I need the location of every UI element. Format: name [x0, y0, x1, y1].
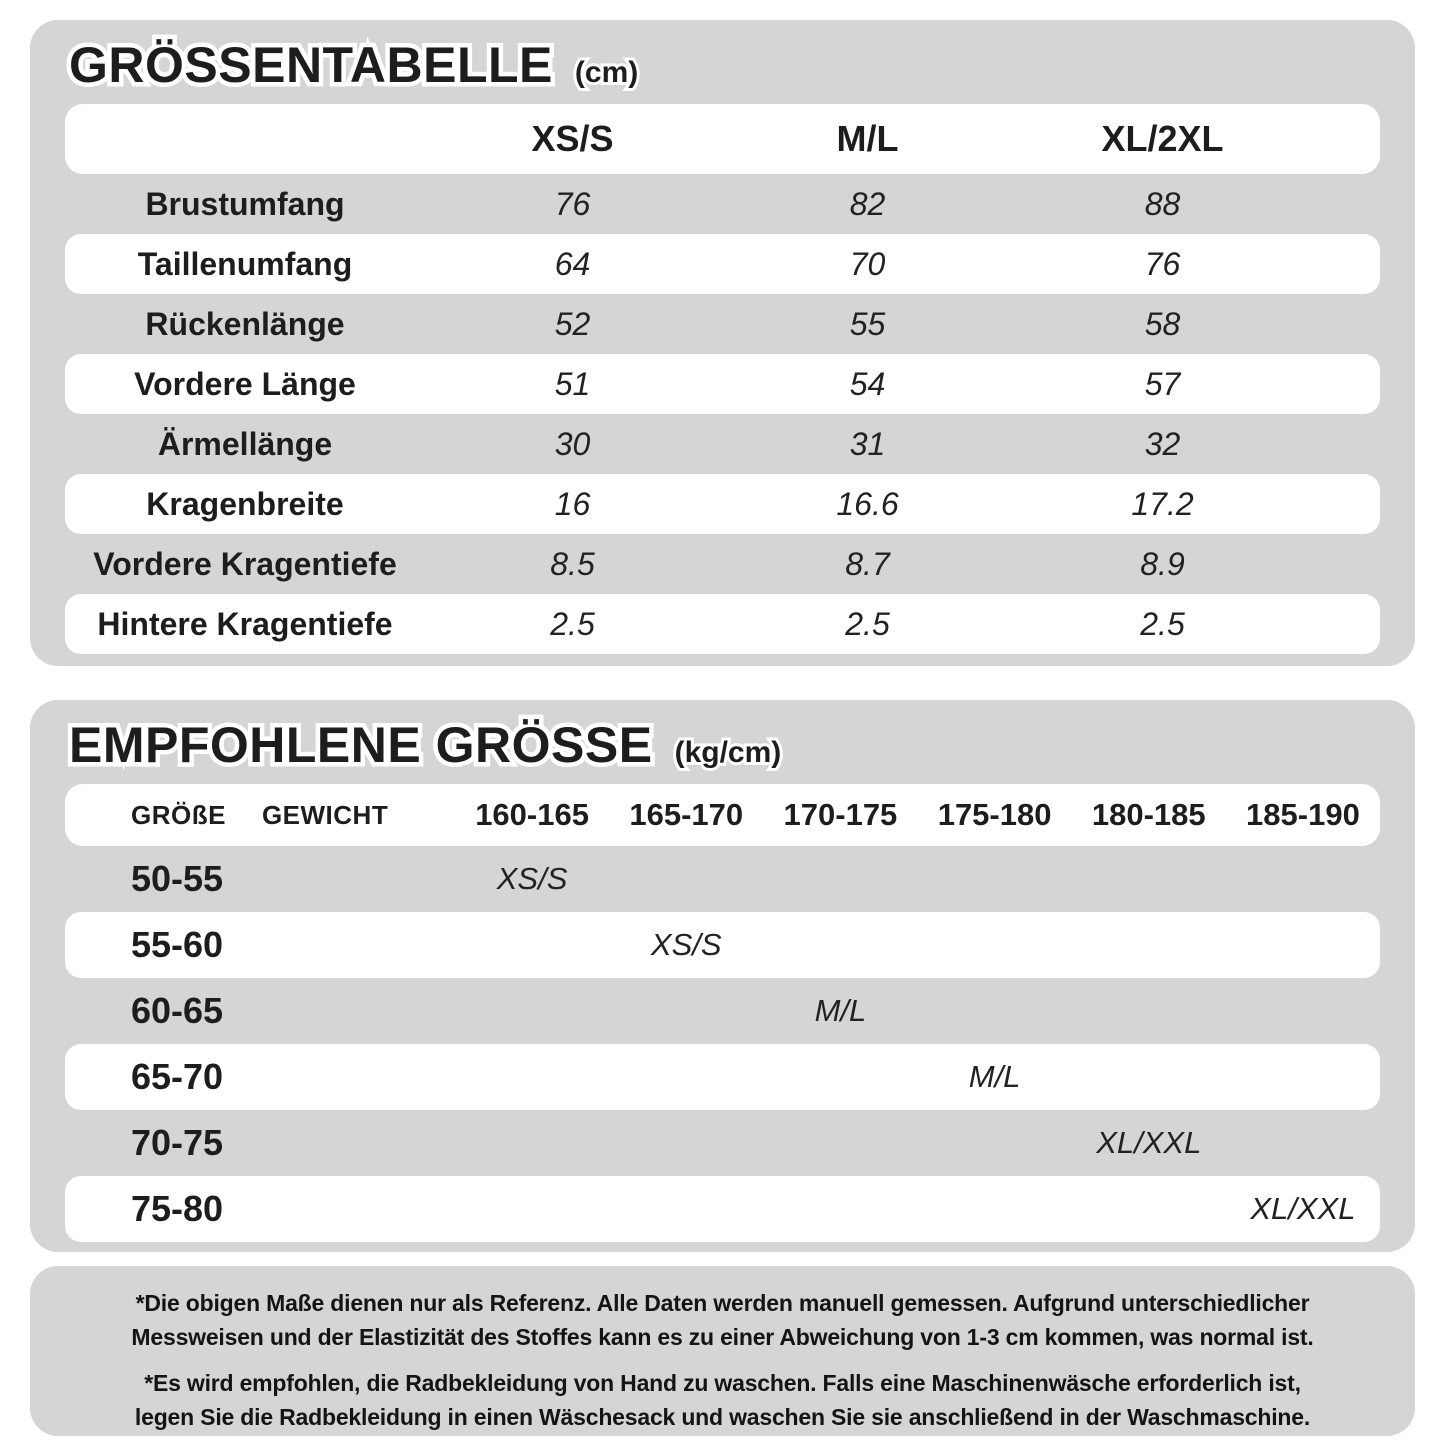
note-line: *Die obigen Maße dienen nur als Referenz. Alle Daten werden manuell gemessen. Aufgrund unterschiedlicher	[135, 1290, 1310, 1316]
size-value: XS/S	[650, 927, 722, 962]
size-value: M/L	[968, 1059, 1021, 1094]
measurement-value: 52	[554, 305, 591, 342]
measurement-row	[65, 354, 1380, 414]
recommended-title-row	[65, 716, 1380, 776]
size-chart-unit: (cm) (cm)	[575, 56, 638, 90]
weight-row	[65, 1044, 1380, 1110]
measurement-value: 17.2	[1131, 485, 1194, 522]
measurement-value: 8.7	[845, 545, 890, 582]
size-column-header: XS/S	[531, 118, 614, 159]
measurement-label: Rückenlänge	[145, 305, 345, 342]
weight-range-label: 70-75	[131, 1122, 224, 1163]
size-value-cell	[1226, 1191, 1380, 1227]
size-chart-panel	[30, 20, 1415, 666]
header-labelbox	[65, 800, 455, 831]
height-range-header: 185-190	[1246, 797, 1360, 832]
measurement-label: Vordere Kragentiefe	[93, 545, 397, 582]
measurement-value: 31	[849, 425, 886, 462]
measurement-value: 32	[1144, 425, 1181, 462]
size-column-header: M/L	[836, 118, 899, 159]
measurement-row	[65, 534, 1380, 594]
measurement-value: 57	[1144, 365, 1181, 402]
measurement-label: Taillenumfang	[137, 245, 353, 282]
measurement-value: 2.5	[1140, 605, 1185, 642]
recommended-title: EMPFOHLENE GRÖSSE EMPFOHLENE GRÖSSE	[69, 716, 653, 774]
measurement-row	[65, 474, 1380, 534]
note-washing-instructions	[60, 1366, 1385, 1434]
size-value: XS/S	[496, 861, 568, 896]
size-value: M/L	[814, 993, 867, 1028]
measurement-label: Brustumfang	[145, 185, 345, 222]
measurement-value: 2.5	[550, 605, 595, 642]
measurement-value: 16	[554, 485, 591, 522]
size-header-label: GRÖßE	[131, 799, 226, 830]
measurement-value: 88	[1144, 185, 1181, 222]
notes-panel	[30, 1266, 1415, 1436]
measurement-row	[65, 414, 1380, 474]
measurement-row	[65, 234, 1380, 294]
weight-row	[65, 1176, 1380, 1242]
measurement-value: 54	[849, 365, 886, 402]
height-range-header: 170-175	[783, 797, 898, 832]
height-range-header: 160-165	[475, 797, 589, 832]
measurement-value: 76	[1144, 245, 1181, 282]
measurement-value: 58	[1144, 305, 1181, 342]
measurement-value: 51	[554, 365, 591, 402]
size-chart-title: GRÖSSENTABELLE GRÖSSENTABELLE	[69, 36, 553, 94]
height-range-header: 165-170	[629, 797, 744, 832]
size-value-cell	[609, 927, 763, 963]
height-range-header: 180-185	[1091, 797, 1206, 832]
size-value-cell	[918, 1059, 1072, 1095]
note-line: Messweisen und der Elastizität des Stoffes kann es zu einer Abweichung von 1-3 cm kommen, was normal ist.	[131, 1324, 1314, 1350]
measurement-value: 55	[849, 305, 886, 342]
weight-row	[65, 978, 1380, 1044]
measurement-value: 70	[849, 245, 886, 282]
weight-range-label: 65-70	[131, 1056, 224, 1097]
weight-range-label: 50-55	[131, 858, 224, 899]
measurement-label: Hintere Kragentiefe	[97, 605, 393, 642]
height-range-header: 175-180	[937, 797, 1052, 832]
weight-header-label: GEWICHT	[261, 799, 389, 830]
size-chart-header-row	[65, 104, 1380, 174]
measurement-value: 8.9	[1140, 545, 1185, 582]
recommended-unit: (kg/cm) (kg/cm)	[675, 736, 782, 770]
measurement-value: 82	[849, 185, 886, 222]
measurement-label: Kragenbreite	[146, 485, 344, 522]
measurement-value: 30	[554, 425, 591, 462]
measurement-row	[65, 174, 1380, 234]
recommended-header-row	[65, 784, 1380, 846]
size-value-cell	[763, 993, 917, 1029]
weight-row	[65, 912, 1380, 978]
note-line: legen Sie die Radbekleidung in einen Wäschesack und waschen Sie sie anschließend in der Waschmaschine.	[134, 1404, 1311, 1430]
weight-row	[65, 846, 1380, 912]
size-chart-title-row	[65, 36, 1380, 96]
size-value: XL/XXL	[1096, 1125, 1202, 1160]
measurement-label: Vordere Länge	[134, 365, 356, 402]
size-value-cell	[1072, 1125, 1226, 1161]
note-line: *Es wird empfohlen, die Radbekleidung von Hand zu waschen. Falls eine Maschinenwäsche erforderlich ist,	[144, 1370, 1301, 1396]
measurement-value: 8.5	[550, 545, 595, 582]
measurement-row	[65, 594, 1380, 654]
weight-range-label: 55-60	[131, 924, 224, 965]
recommended-size-panel	[30, 700, 1415, 1252]
measurement-value: 2.5	[845, 605, 890, 642]
measurement-value: 64	[554, 245, 591, 282]
size-value: XL/XXL	[1250, 1191, 1356, 1226]
measurement-row	[65, 294, 1380, 354]
measurement-value: 76	[554, 185, 591, 222]
measurement-value: 16.6	[836, 485, 899, 522]
note-measurement-disclaimer	[60, 1286, 1385, 1354]
measurement-label: Ärmellänge	[157, 425, 333, 462]
weight-range-label: 60-65	[131, 990, 224, 1031]
size-value-cell	[455, 861, 609, 897]
weight-row	[65, 1110, 1380, 1176]
weight-range-label: 75-80	[131, 1188, 224, 1229]
size-column-header: XL/2XL	[1101, 118, 1224, 159]
